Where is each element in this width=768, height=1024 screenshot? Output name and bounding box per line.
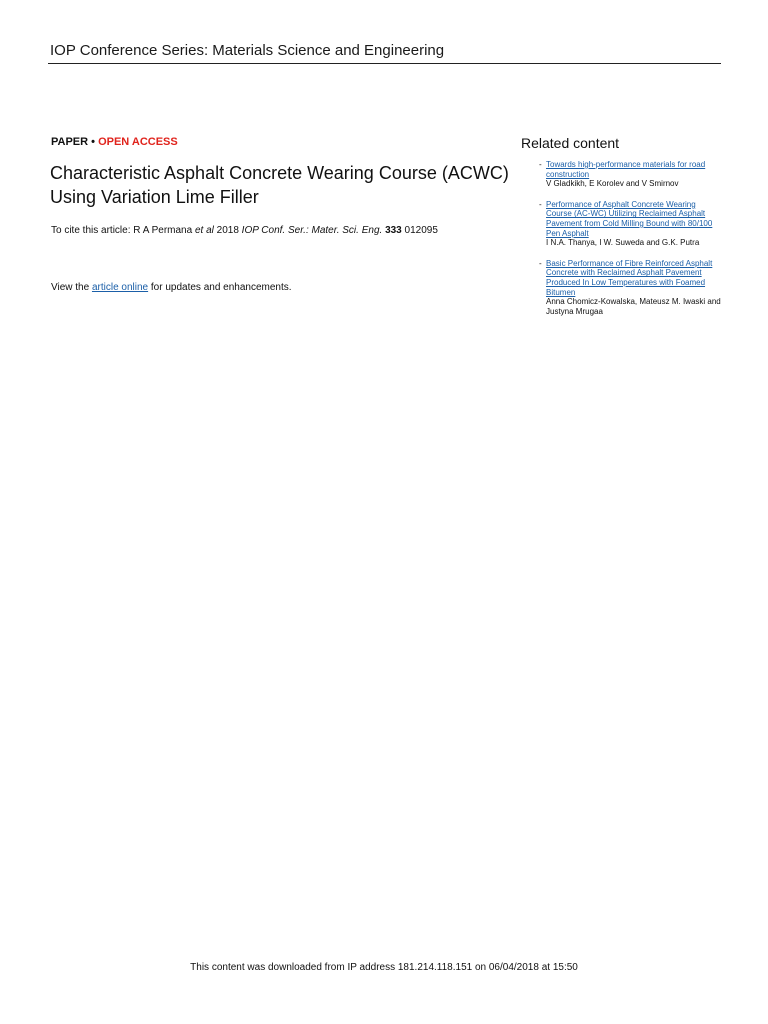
citation-line: [51, 225, 438, 236]
view-online-line: [51, 282, 292, 293]
view-prefix: View the: [51, 282, 92, 293]
related-item: [521, 259, 721, 317]
separator: •: [88, 136, 99, 148]
related-item-authors: I N.A. Thanya, I W. Suweda and G.K. Putra: [546, 238, 700, 248]
citation-prefix: To cite this article: R A Permana: [51, 225, 195, 236]
related-item-link[interactable]: Towards high-performance materials for road construction: [546, 160, 706, 179]
open-access-badge: OPEN ACCESS: [98, 136, 178, 148]
journal-name: IOP Conference Series: Materials Science and Engineering: [50, 42, 445, 59]
article-online-link[interactable]: article online: [91, 282, 149, 293]
related-content-heading: Related content: [521, 135, 620, 151]
paper-title: Characteristic Asphalt Concrete Wearing Course (ACWC) Using Variation Lime Filler: [50, 163, 509, 207]
citation-article-number: 012095: [401, 225, 438, 236]
paper-label: PAPER: [51, 136, 89, 148]
related-item-authors: Anna Chomicz-Kowalska, Mateusz M. Iwaski and Justyna Mrugaa: [546, 297, 721, 316]
related-item-link[interactable]: Performance of Asphalt Concrete Wearing Course (AC-WC) Utilizing Reclaimed Asphalt Pavement from Cold Milling Bound with 80/100 Pen Asphalt: [546, 199, 713, 238]
paper-type-line: [51, 136, 178, 148]
related-item-link[interactable]: Basic Performance of Fibre Reinforced Asphalt Concrete with Reclaimed Asphalt Pavement Produced In Low Temperatures with Foamed Bitumen: [546, 258, 713, 297]
related-item: [521, 160, 721, 189]
citation-year: 2018: [213, 225, 242, 236]
citation-etal: et al: [194, 225, 214, 236]
list-dash: -: [539, 160, 542, 169]
related-item: [521, 200, 721, 248]
citation-volume: 333: [385, 225, 402, 236]
citation-journal: IOP Conf. Ser.: Mater. Sci. Eng.: [241, 225, 383, 236]
header-divider: [48, 63, 721, 64]
list-dash: -: [539, 258, 542, 268]
related-item-authors: V Gladkikh, E Korolev and V Smirnov: [546, 179, 679, 189]
related-content-panel: [521, 135, 721, 327]
download-footer: This content was downloaded from IP address 181.214.118.151 on 06/04/2018 at 15:50: [190, 962, 578, 973]
list-dash: -: [539, 199, 542, 209]
view-suffix: for updates and enhancements.: [148, 282, 292, 293]
